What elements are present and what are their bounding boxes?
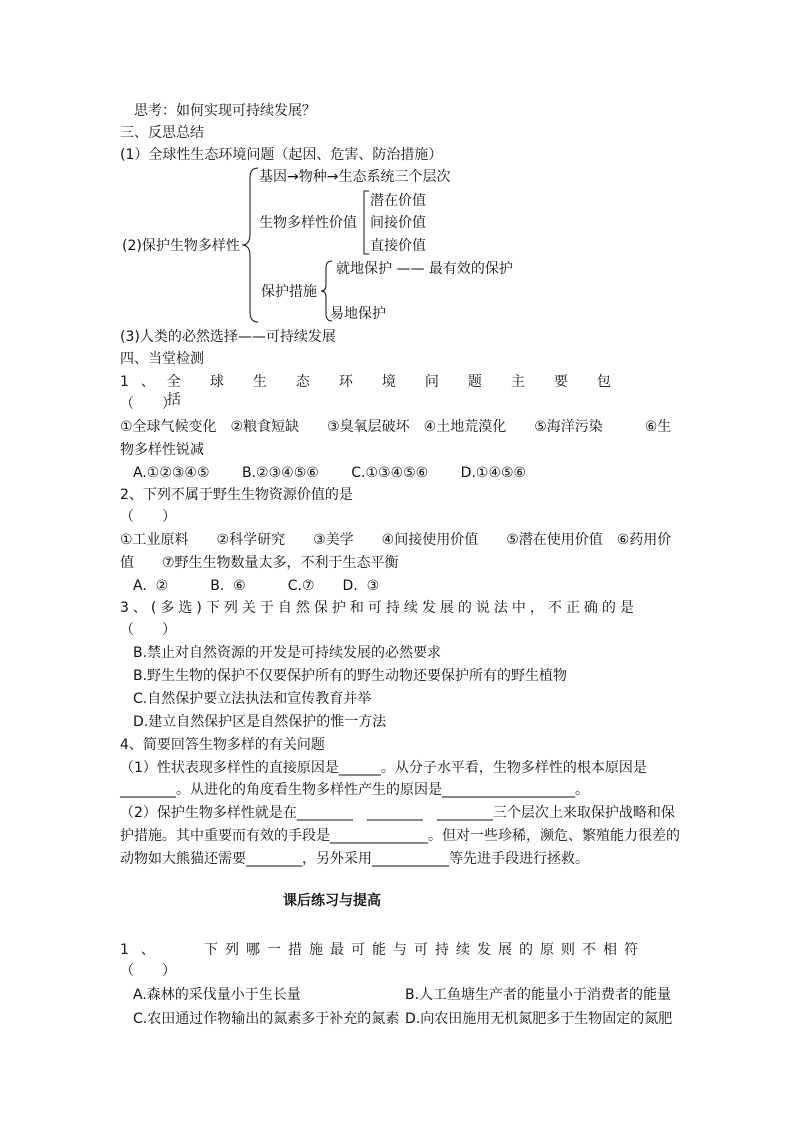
insitu-protection: 就地保护 —— 最有效的保护 <box>336 261 513 277</box>
biodiversity-label: (2)保护生物多样性 <box>122 238 240 254</box>
after-option-c: C.农田通过作物输出的氮素多于补充的氮素 <box>133 1011 400 1027</box>
question-4-part2-cont: 动物如大熊猫还需要________，另外采用___________等先进手段进行拯救。 <box>120 851 589 867</box>
question-4-part1: （1）性状表现多样性的直接原因是______。从分子水平看，生物多样性的根本原因是 <box>120 760 647 776</box>
question-number: 1、 <box>120 942 167 958</box>
question-1-options-cont: 物多样性锐减 <box>120 442 204 458</box>
question-4-part2: （2）保护生物多样性就是在________ ________ ________三个层次上来取保护战略和保 <box>120 805 675 821</box>
question-text: 全球生态环境问题主要包括 <box>166 374 640 408</box>
question-1-choices: A.①②③④⑤ B.②③④⑤⑥ C.①③④⑤⑥ D.①④⑤⑥ <box>133 465 527 481</box>
after-option-b: B.人工鱼塘生产者的能量小于消费者的能量 <box>405 987 672 1003</box>
question-4-part2-cont: 护措施。其中重要而有效的手段是______________。但对一些珍稀，濒危、繁殖能力很差的 <box>120 828 680 844</box>
after-class-title: 课后练习与提高 <box>283 893 381 909</box>
question-4-part1-cont: ________。从进化的角度看生物多样性产生的原因是___________________。 <box>120 782 589 798</box>
value-potential: 潜在价值 <box>370 193 426 209</box>
question-2-options: ①工业原料 ②科学研究 ③美学 ④间接使用价值 ⑤潜在使用价值 ⑥药用价 <box>120 532 672 548</box>
question-3-option-b: B.野生生物的保护不仅要保护所有的野生动物还要保护所有的野生植物 <box>133 668 568 684</box>
question-2-choices: A. ② B. ⑥ C.⑦ D. ③ <box>133 578 380 594</box>
question-number: 1、 <box>120 374 167 390</box>
answer-paren: （ ） <box>120 622 176 638</box>
think-question: 思考：如何实现可持续发展？ <box>134 103 316 119</box>
value-label: 生物多样性价值 <box>259 215 357 231</box>
levels-text: 基因→物种→生态系统三个层次 <box>259 169 451 185</box>
biodiversity-brace <box>238 164 262 326</box>
answer-paren: （ ） <box>120 509 176 525</box>
question-3-option-a: B.禁止对自然资源的开发是可持续发展的必然要求 <box>133 645 442 661</box>
summary-item-3: (3)人类的必然选择——可持续发展 <box>120 329 336 345</box>
answer-paren: （ ） <box>120 396 176 412</box>
question-2-stem: 2、下列不属于野生生物资源价值的是 <box>120 487 353 503</box>
answer-paren: （ ） <box>120 963 176 979</box>
value-direct: 直接价值 <box>370 238 426 254</box>
measures-label: 保护措施 <box>261 284 317 300</box>
section-title: 三、反思总结 <box>120 125 204 141</box>
after-question-1-stem <box>120 941 645 959</box>
question-3-option-c: C.自然保护要立法执法和宣传教育并举 <box>133 691 372 707</box>
question-2-options-cont: 值 ⑦野生生物数量太多，不利于生态平衡 <box>120 555 399 571</box>
question-3-option-d: D.建立自然保护区是自然保护的惟一方法 <box>133 714 387 730</box>
exsitu-protection: 易地保护 <box>330 306 386 322</box>
question-4-stem: 4、简要回答生物多样的有关问题 <box>120 737 325 753</box>
after-option-a: A.森林的采伐量小于生长量 <box>133 987 301 1003</box>
value-indirect: 间接价值 <box>370 215 426 231</box>
summary-item-1: (1）全球性生态环境问题（起因、危害、防治措施） <box>120 147 443 163</box>
after-option-d: D.向农田施用无机氮肥多于生物固定的氮肥 <box>405 1011 673 1027</box>
question-1-options: ①全球气候变化 ②粮食短缺 ③臭氧层破坏 ④土地荒漠化 ⑤海洋污染 ⑥生 <box>120 419 672 435</box>
question-text: 下列哪一措施最可能与可持续发展的原则不相符 <box>204 942 645 958</box>
question-1-stem <box>120 373 674 409</box>
section-title: 四、当堂检测 <box>120 351 204 367</box>
question-3-stem: 3、(多选)下列关于自然保护和可持续发展的说法中，不正确的是 <box>120 600 638 616</box>
